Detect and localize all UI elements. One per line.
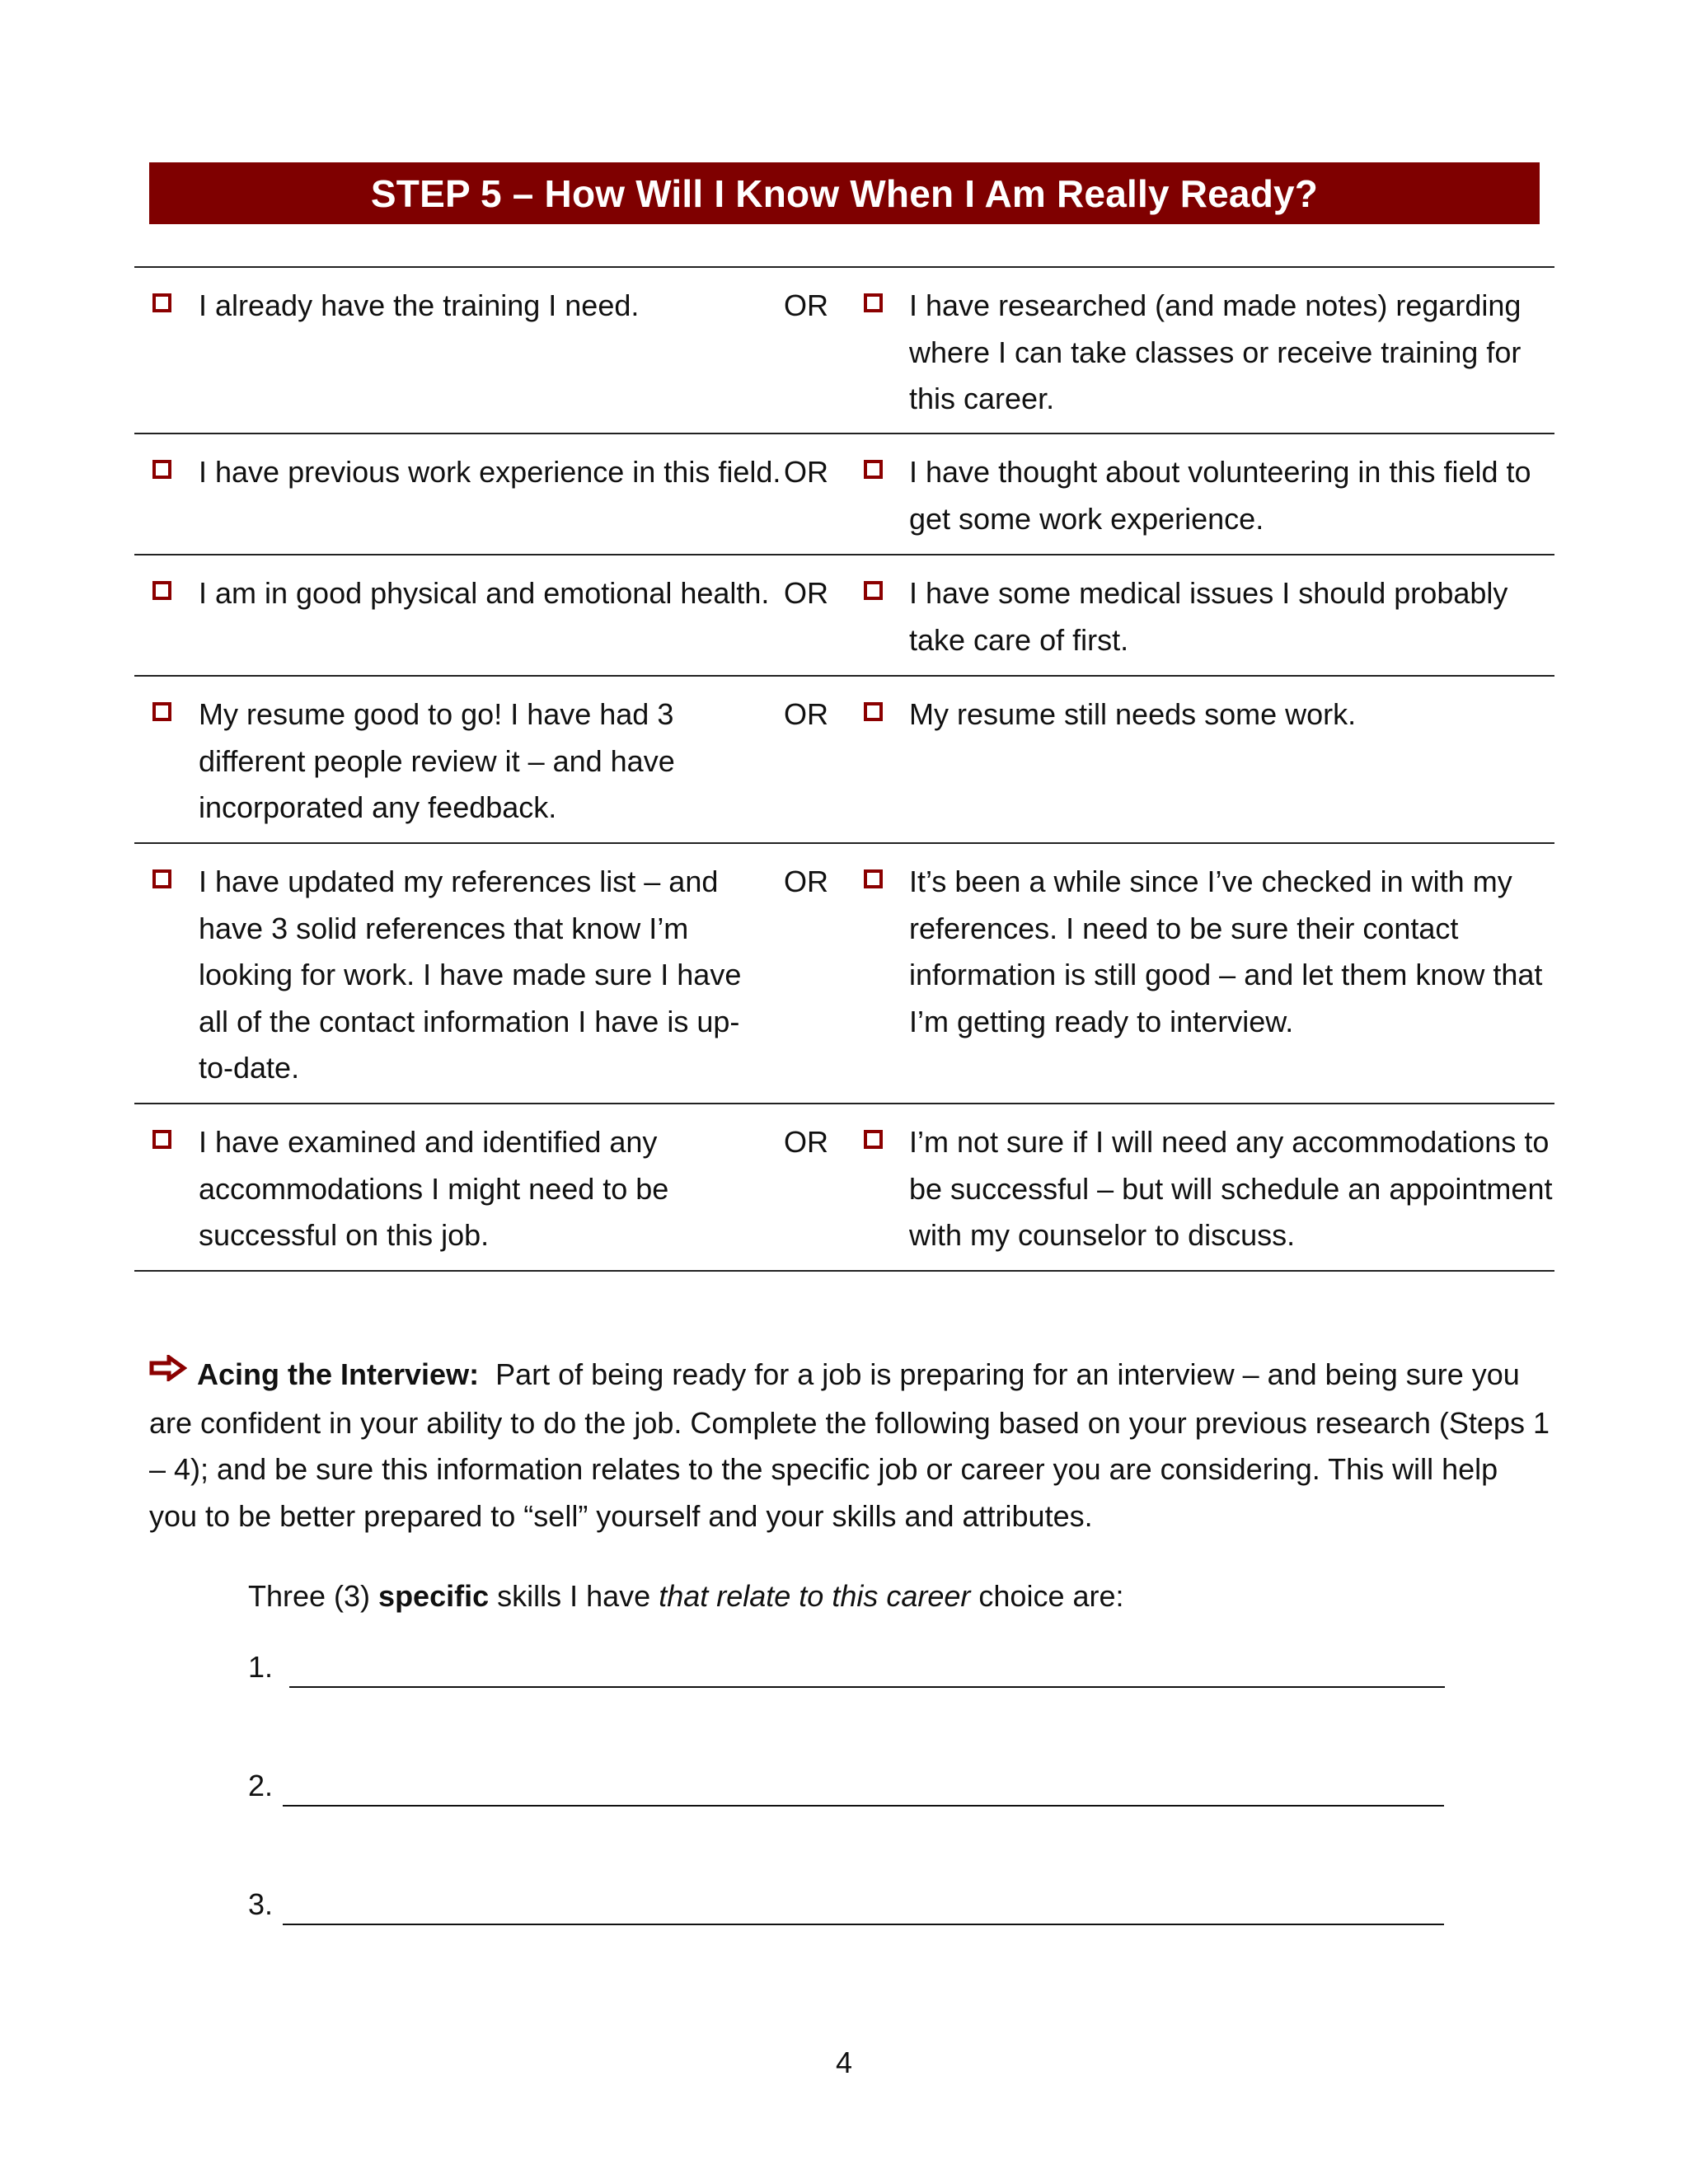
option-left-text: I have updated my references list – and have 3 solid references that know I’m looking for work. I have made sure I have all of the contact information I have is up-to-date.: [199, 865, 742, 1085]
option-right-text: It’s been a while since I’ve checked in with my references. I need to be sure their contact information is still good – and let them know that I’m getting ready to interview.: [909, 865, 1543, 1038]
or-label: OR: [784, 576, 828, 610]
section-title: [149, 162, 1540, 224]
skill-number: 1.: [248, 1650, 274, 1684]
skills-prompt: [248, 1573, 1124, 1619]
option-right-text: I have some medical issues I should probably take care of first.: [909, 576, 1508, 657]
skill-input-2[interactable]: [283, 1770, 1444, 1807]
or-label: OR: [784, 697, 828, 731]
checkbox-right[interactable]: [864, 702, 883, 721]
checklist-row: [134, 555, 1554, 677]
skill-input-3[interactable]: [283, 1889, 1444, 1925]
checkbox-left[interactable]: [152, 460, 171, 479]
option-right-text: I have thought about volunteering in this field to get some work experience.: [909, 455, 1531, 536]
checkbox-left[interactable]: [152, 702, 171, 721]
option-left-text: I have examined and identified any accommodations I might need to be successful on this job.: [199, 1125, 669, 1252]
skill-entry-2: [248, 1765, 1444, 1807]
prompt-start: Three (3): [248, 1579, 379, 1613]
checkbox-right[interactable]: [864, 460, 883, 479]
checkbox-right[interactable]: [864, 293, 883, 312]
prompt-italic: that relate to this career: [659, 1579, 971, 1613]
option-left-text: My resume good to go! I have had 3 different people review it – and have incorporated any feedback.: [199, 697, 675, 824]
or-label: OR: [784, 455, 828, 489]
checkbox-left[interactable]: [152, 1130, 171, 1149]
checklist-row: [134, 268, 1554, 434]
option-right-text: I’m not sure if I will need any accommodations to be successful – but will schedule an appointment with my counselor to discuss.: [909, 1125, 1553, 1252]
skill-entry-1: [248, 1647, 1445, 1688]
acing-body: Part of being ready for a job is preparing for an interview – and being sure you are confident in your ability to do the job. Complete the following based on your previous research (Steps 1 – 4); and be sure this information relates to the specific job or career you are considering. This will help you to be better prepared to “sell” yourself and your skills and attributes.: [149, 1357, 1550, 1533]
or-label: OR: [784, 288, 828, 322]
or-label: OR: [784, 1125, 828, 1159]
skill-number: 3.: [248, 1887, 274, 1921]
acing-heading: Acing the Interview:: [197, 1357, 480, 1391]
checkbox-left[interactable]: [152, 293, 171, 312]
option-left-text: I already have the training I need.: [199, 288, 640, 322]
option-right-text: My resume still needs some work.: [909, 697, 1357, 731]
option-left-text: I have previous work experience in this field.: [199, 455, 781, 489]
prompt-mid: skills I have: [489, 1579, 659, 1613]
or-label: OR: [784, 865, 828, 898]
checklist-row: [134, 677, 1554, 844]
checklist-row: [134, 434, 1554, 555]
right-arrow-outline-icon: [149, 1348, 187, 1395]
checkbox-right[interactable]: [864, 1130, 883, 1149]
checklist-row: [134, 1104, 1554, 1272]
skill-entry-3: [248, 1884, 1444, 1925]
checkbox-right[interactable]: [864, 869, 883, 888]
checkbox-left[interactable]: [152, 581, 171, 600]
checkbox-left[interactable]: [152, 869, 171, 888]
checkbox-right[interactable]: [864, 581, 883, 600]
option-right-text: I have researched (and made notes) regarding where I can take classes or receive training for this career.: [909, 288, 1522, 415]
prompt-bold: specific: [378, 1579, 490, 1613]
page-number: 4: [835, 2046, 853, 2079]
readiness-checklist: [134, 266, 1554, 1272]
option-left-text: I am in good physical and emotional health.: [199, 576, 770, 610]
acing-interview-paragraph: [149, 1352, 1550, 1540]
skill-number: 2.: [248, 1769, 274, 1802]
skill-input-1[interactable]: [289, 1652, 1445, 1688]
section-title-text: STEP 5 – How Will I Know When I Am Really Ready?: [370, 171, 1319, 215]
checklist-row: [134, 844, 1554, 1104]
prompt-end: choice are:: [970, 1579, 1124, 1613]
